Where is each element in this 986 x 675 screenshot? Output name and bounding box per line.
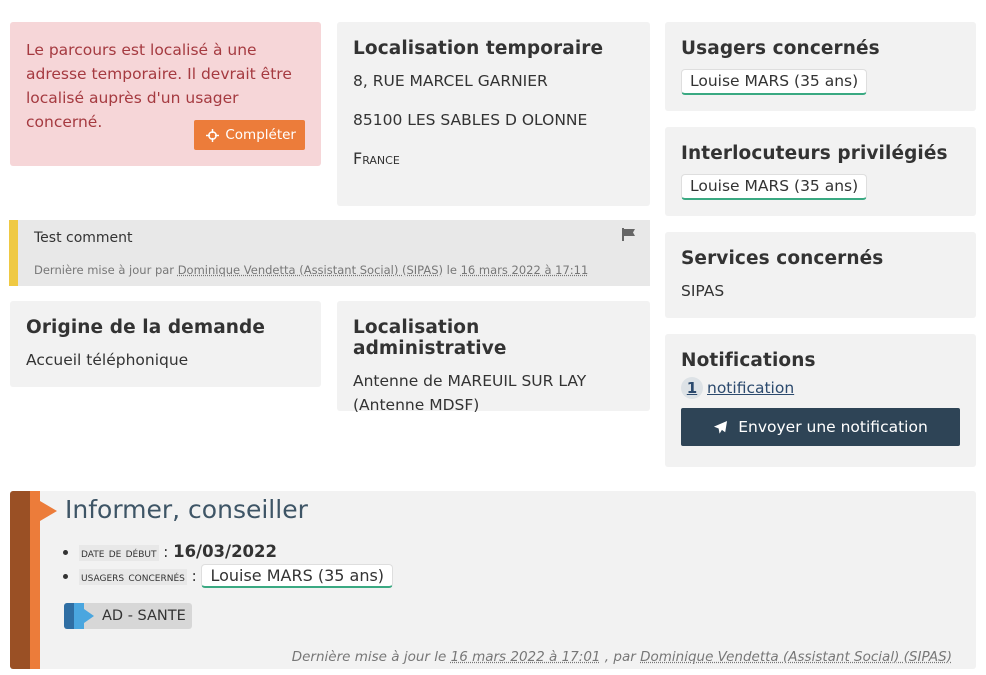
comment-date: 16 mars 2022 à 17:11 [460,263,589,277]
action-footer-prefix: Dernière mise à jour le [291,649,447,665]
action-accent-bar-light [30,491,40,669]
services-value: SIPAS [681,282,725,300]
category-tag [64,603,192,629]
action-details [64,541,393,588]
temporary-location-city: 85100 LES SABLES D OLONNE [353,111,588,129]
action-footer-mid: , par [604,649,636,665]
users-title: Usagers concernés [681,38,880,59]
crosshair-icon [206,129,219,142]
services-title: Services concernés [681,248,884,269]
notifications-link-label: notification [707,379,795,397]
category-tag-label: AD - SANTE [102,608,186,624]
complete-button-label: Compléter [225,127,296,143]
origin-value: Accueil téléphonique [26,351,189,369]
comment-meta [34,263,634,277]
action-accent-bar [10,491,30,669]
send-notification-button[interactable] [681,408,960,446]
comment-meta-prefix: Dernière mise à jour par [34,263,175,277]
comment-box [9,220,650,286]
action-users: • usagers concernés : Louise MARS (35 ans) [79,564,393,588]
notifications-card [665,334,976,467]
action-title: Informer, conseiller [65,495,308,524]
send-notification-label: Envoyer une notification [738,418,928,436]
comment-text: Test comment [34,230,133,246]
contact-tag[interactable]: Louise MARS (35 ans) [681,174,867,200]
comment-author: Dominique Vendetta (Assistant Social) (SIPAS) [177,263,444,277]
action-block [10,491,976,669]
start-date-label: date de début [81,545,157,561]
notifications-count: 1 [681,377,703,399]
notifications-link[interactable] [681,377,960,399]
temporary-location-street: 8, RUE MARCEL GARNIER [353,72,548,90]
action-users-label: usagers concernés [81,569,185,585]
users-card [665,22,976,111]
action-start-date: • date de début : 16/03/2022 [79,541,393,564]
origin-card [10,301,321,387]
admin-location-card [337,301,650,414]
admin-location-value: Antenne de MAREUIL SUR LAY (Antenne MDSF) [353,372,587,414]
action-footer [292,649,952,665]
category-tag-arrow-icon [84,609,94,623]
comment-meta-mid: le [446,263,457,277]
user-tag[interactable]: Louise MARS (35 ans) [681,69,867,95]
contacts-title: Interlocuteurs privilégiés [681,143,948,164]
action-arrow-icon [40,501,57,521]
temporary-address-alert [10,22,321,166]
admin-location-title: Localisation administrative [353,317,507,359]
action-user-tag[interactable]: Louise MARS (35 ans) [201,564,393,588]
complete-button[interactable] [194,120,305,150]
origin-title: Origine de la demande [26,317,266,338]
paper-plane-icon [713,420,728,435]
temporary-location-title: Localisation temporaire [353,38,604,59]
contacts-card [665,127,976,216]
services-card [665,232,976,318]
temporary-location-country: France [353,149,400,168]
action-footer-date: 16 mars 2022 à 17:01 [450,649,601,665]
flag-icon[interactable] [622,228,636,241]
alert-message: Le parcours est localisé à une adresse temporaire. Il devrait être localisé auprès d'un usager concerné. [26,41,292,131]
category-tag-stripe-light [74,603,84,629]
start-date-value: 16/03/2022 [173,542,277,561]
notifications-title: Notifications [681,350,816,371]
temporary-location-card [337,22,650,206]
category-tag-stripe [64,603,74,629]
action-footer-author: Dominique Vendetta (Assistant Social) (SIPAS) [640,649,952,665]
